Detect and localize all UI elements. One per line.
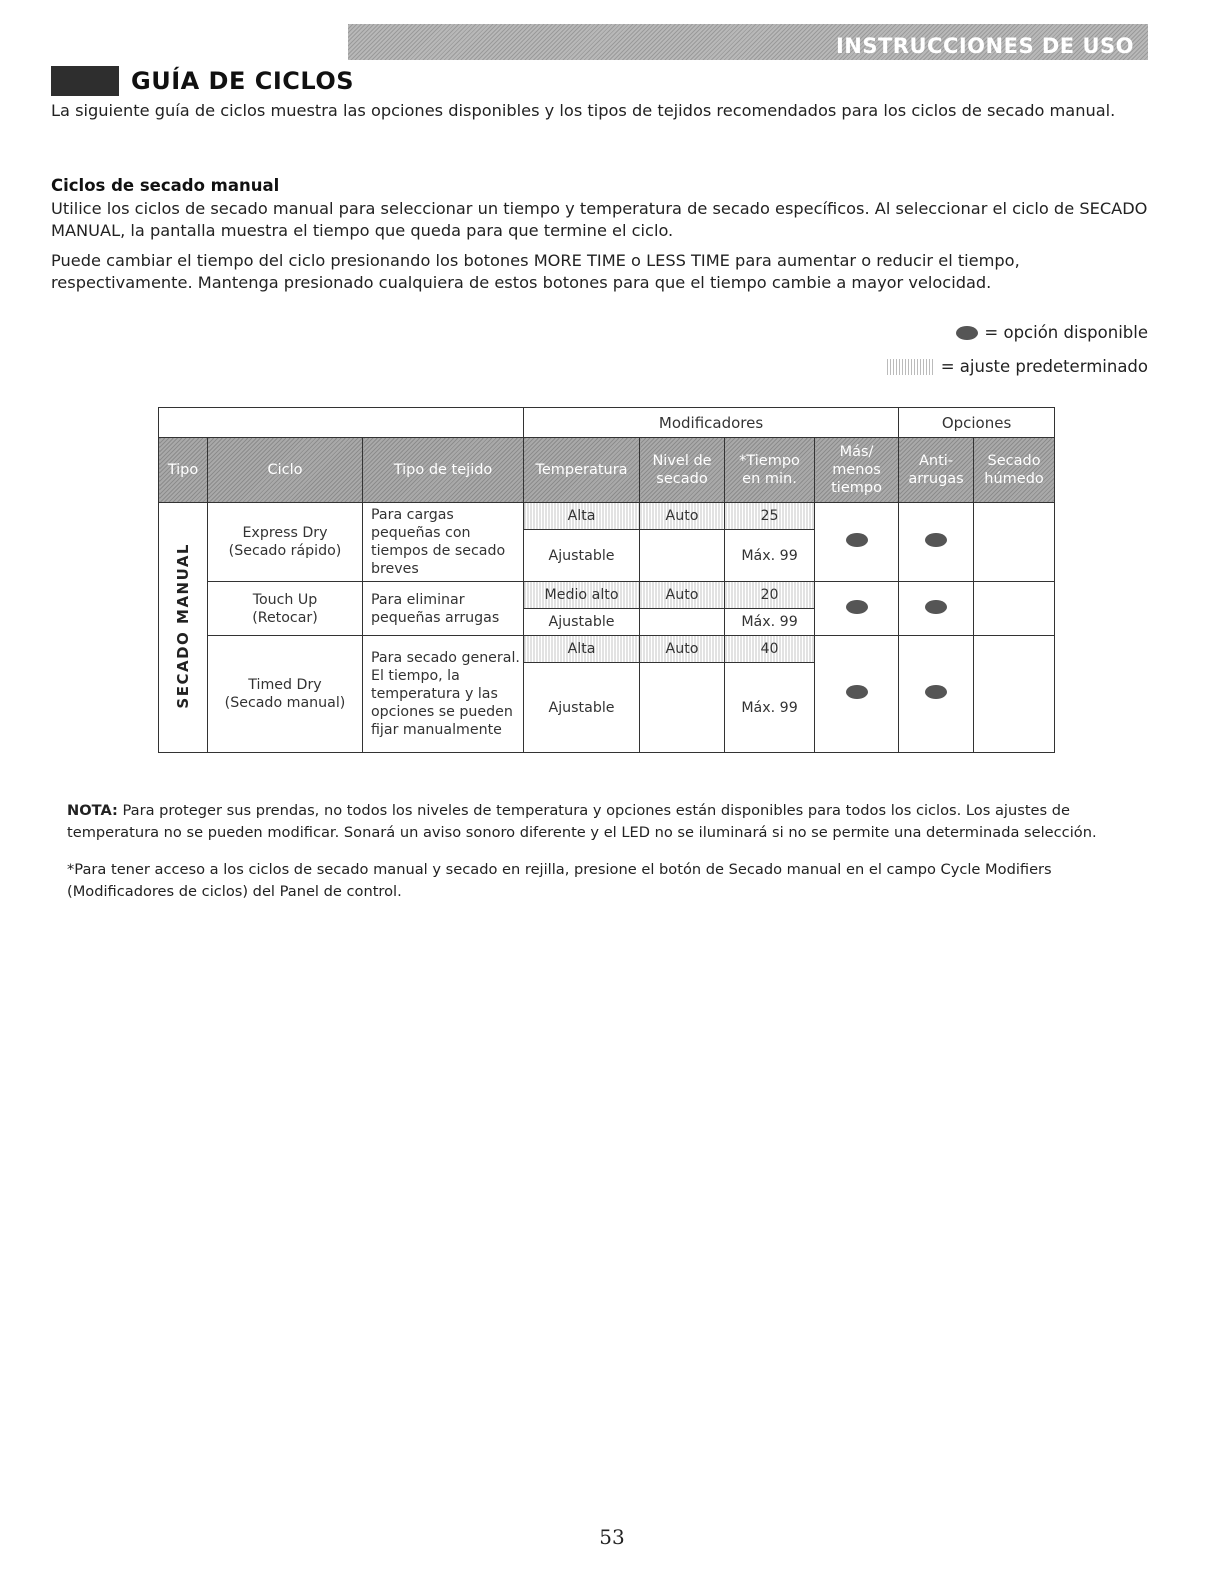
note-text: Para proteger sus prendas, no todos los niveles de temperatura y opciones están disponibles para todos los ciclos. Los ajustes de temperatura no se pueden modificar. Sonará un aviso sonoro diferente y el LED no se iluminará si no se permite una determinada selección. [67, 802, 1097, 841]
legend-available-label: = opción disponible [984, 323, 1148, 342]
fabric-express-dry: Para cargas pequeñas con tiempos de secado breves [363, 503, 524, 582]
title-row [51, 66, 354, 96]
fabric-timed-dry: Para secado general. El tiempo, la temperatura y las opciones se pueden fijar manualmente [363, 636, 524, 753]
page-number: 53 [599, 1525, 625, 1549]
time-max: Máx. 99 [725, 663, 815, 753]
temp-adjustable: Ajustable [524, 609, 640, 636]
cycle-name: Timed Dry [248, 677, 322, 693]
temp-adjustable: Ajustable [524, 663, 640, 753]
empty-group-head [159, 408, 524, 438]
legend-default-label: = ajuste predeterminado [940, 357, 1148, 376]
footnote: *Para tener acceso a los ciclos de secado manual y secado en rejilla, presione el botón de Secado manual en el campo Cycle Modifiers (Modificadores de ciclos) del Panel de control. [67, 861, 1052, 900]
section-heading: Ciclos de secado manual [51, 176, 280, 195]
more-less-time-cell [815, 636, 899, 753]
anti-wrinkle-cell [899, 503, 974, 582]
cycle-name-es: (Retocar) [252, 609, 318, 626]
available-dot-icon [956, 326, 978, 340]
fabric-touch-up: Para eliminar pequeñas arrugas [363, 582, 524, 636]
cycle-touch-up [208, 582, 363, 636]
time-default: 25 [725, 503, 815, 530]
temp-adjustable: Ajustable [524, 530, 640, 582]
legend-default [887, 357, 1148, 376]
more-less-time-cell [815, 582, 899, 636]
time-max: Máx. 99 [725, 609, 815, 636]
section-paragraph-2: Puede cambiar el tiempo del ciclo presionando los botones MORE TIME o LESS TIME para aumentar o reducir el tiempo, respectivamente. Mantenga presionado cualquiera de estos botones para que el tiempo cambie a mayor velocidad. [51, 251, 1020, 292]
level-empty [640, 609, 725, 636]
note-paragraph [67, 800, 1157, 844]
more-less-time-cell [815, 503, 899, 582]
header-anti-arrugas: Anti- arrugas [899, 438, 974, 503]
page-title: GUÍA DE CICLOS [131, 67, 354, 95]
header-nivel-de-secado: Nivel de secado [640, 438, 725, 503]
time-max: Máx. 99 [725, 530, 815, 582]
time-default: 40 [725, 636, 815, 663]
cycle-name: Express Dry [242, 525, 328, 541]
header-tiempo: *Tiempo en min. [725, 438, 815, 503]
anti-wrinkle-cell [899, 636, 974, 753]
legend-available [956, 323, 1148, 342]
cycle-name-es: (Secado manual) [224, 695, 346, 711]
damp-dry-cell [974, 582, 1055, 636]
title-marker [51, 66, 119, 96]
section-paragraph-1: Utilice los ciclos de secado manual para seleccionar un tiempo y temperatura de secado específicos. Al seleccionar el ciclo de SECADO MANUAL, la pantalla muestra el tiempo que queda para que termine el ciclo. [51, 199, 1148, 240]
time-default: 20 [725, 582, 815, 609]
header-ciclo: Ciclo [208, 438, 363, 503]
level-default: Auto [640, 582, 725, 609]
default-hatch-icon [887, 359, 935, 375]
group-opciones: Opciones [899, 408, 1055, 438]
anti-wrinkle-cell [899, 582, 974, 636]
tipo-label: SECADO MANUAL [174, 542, 192, 709]
level-default: Auto [640, 636, 725, 663]
level-empty [640, 663, 725, 753]
cycle-name-es: (Secado rápido) [228, 543, 342, 559]
group-modificadores: Modificadores [524, 408, 899, 438]
header-tipo-de-tejido: Tipo de tejido [363, 438, 524, 503]
cycle-timed-dry [208, 636, 363, 753]
note-label: NOTA: [67, 802, 118, 819]
available-dot-icon [925, 600, 947, 614]
cycle-name: Touch Up [252, 591, 318, 608]
temp-default: Medio alto [524, 582, 640, 609]
header-secado-humedo: Secado húmedo [974, 438, 1055, 503]
damp-dry-cell [974, 503, 1055, 582]
header-mas-menos-tiempo: Más/ menos tiempo [815, 438, 899, 503]
available-dot-icon [925, 533, 947, 547]
level-default: Auto [640, 503, 725, 530]
available-dot-icon [846, 600, 868, 614]
intro-paragraph: La siguiente guía de ciclos muestra las opciones disponibles y los tipos de tejidos recomendados para los ciclos de secado manual. [51, 101, 1116, 120]
tipo-cell [159, 503, 208, 753]
level-empty [640, 530, 725, 582]
header-temperatura: Temperatura [524, 438, 640, 503]
available-dot-icon [925, 685, 947, 699]
header-tipo: Tipo [159, 438, 208, 503]
temp-default: Alta [524, 636, 640, 663]
section-banner: INSTRUCCIONES DE USO [348, 24, 1148, 60]
available-dot-icon [846, 533, 868, 547]
cycle-express-dry [208, 503, 363, 582]
cycle-guide-table [158, 407, 1055, 753]
damp-dry-cell [974, 636, 1055, 753]
available-dot-icon [846, 685, 868, 699]
temp-default: Alta [524, 503, 640, 530]
